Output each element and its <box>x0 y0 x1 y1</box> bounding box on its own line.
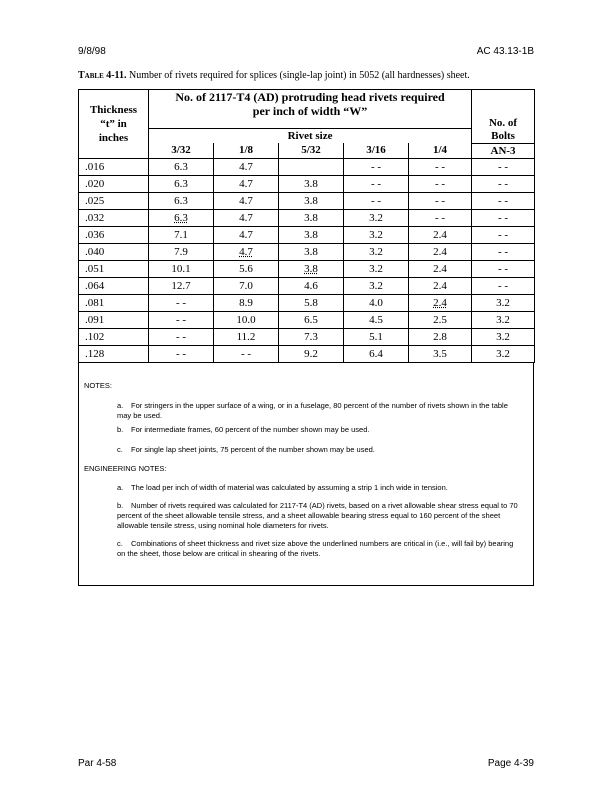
value-cell: - - <box>149 345 214 362</box>
value-cell <box>149 209 214 226</box>
footer-page-number: Page 4-39 <box>487 758 534 769</box>
size-header-3-32: 3/32 <box>149 143 214 158</box>
value-cell: 4.5 <box>344 311 409 328</box>
engineering-notes-heading: ENGINEERING NOTES: <box>84 463 167 473</box>
value-cell: 2.4 <box>409 243 472 260</box>
thickness-header-line-3: inches <box>98 131 129 144</box>
value-cell: - - <box>409 175 472 192</box>
value-cell: 3.2 <box>344 260 409 277</box>
underlined-value: 3.8 <box>304 262 318 275</box>
value-cell <box>214 243 279 260</box>
table-row <box>79 328 535 345</box>
thickness-cell: .128 <box>79 345 149 362</box>
rivet-size-header: Rivet size <box>149 129 472 144</box>
value-cell: 4.6 <box>279 277 344 294</box>
thickness-cell: .051 <box>79 260 149 277</box>
value-cell: 7.0 <box>214 277 279 294</box>
note-text: For stringers in the upper surface of a wing, or in a fuselage, 80 percent of the number of rivets shown in the table may be used. <box>117 400 508 420</box>
rivet-table-container <box>78 89 534 586</box>
note-c <box>117 445 519 455</box>
value-cell: 3.8 <box>279 226 344 243</box>
bolts-header <box>472 90 535 144</box>
value-cell: 3.2 <box>472 311 535 328</box>
note-label: b. <box>117 500 124 510</box>
value-cell: 3.2 <box>344 226 409 243</box>
value-cell: - - <box>472 226 535 243</box>
value-cell: 5.1 <box>344 328 409 345</box>
value-cell: 2.4 <box>409 226 472 243</box>
value-cell <box>409 294 472 311</box>
value-cell: 4.0 <box>344 294 409 311</box>
value-cell: 4.7 <box>214 192 279 209</box>
value-cell: 3.2 <box>472 345 535 362</box>
value-cell: - - <box>344 158 409 175</box>
value-cell: 10.1 <box>149 260 214 277</box>
value-cell: 3.2 <box>344 277 409 294</box>
value-cell: - - <box>344 175 409 192</box>
note-text: Number of rivets required was calculated for 2117-T4 (AD) rivets, based on a rivet allowable shear stress equal to 70 percent of the sheet allowable tensile stress, and a sheet allowable bearing stress equal to 160 percent of the sheet allowable tensile stress, using nominal hole diameters for rivets. <box>117 500 518 530</box>
table-row <box>79 345 535 362</box>
table-row <box>79 243 535 260</box>
value-cell: - - <box>472 209 535 226</box>
table-row <box>79 192 535 209</box>
value-cell: 6.3 <box>149 175 214 192</box>
footer-paragraph: Par 4-58 <box>78 758 117 769</box>
table-row <box>79 158 535 175</box>
rivets-required-header <box>149 90 472 129</box>
size-header-1-4: 1/4 <box>409 143 472 158</box>
bolt-type-header: AN-3 <box>472 143 535 158</box>
value-cell: - - <box>472 192 535 209</box>
thickness-cell: .025 <box>79 192 149 209</box>
value-cell: 4.7 <box>214 175 279 192</box>
eng-note-c <box>117 539 519 559</box>
note-text: For single lap sheet joints, 75 percent of the number shown may be used. <box>131 444 375 454</box>
value-cell: 7.3 <box>279 328 344 345</box>
value-cell: 6.3 <box>149 192 214 209</box>
value-cell: - - <box>409 158 472 175</box>
value-cell: - - <box>149 294 214 311</box>
value-cell <box>279 260 344 277</box>
header-date: 9/8/98 <box>78 46 106 57</box>
table-label: Table 4-11. <box>78 70 127 81</box>
rivets-header-line-1: No. of 2117-T4 (AD) protruding head rivets required <box>175 90 445 104</box>
underlined-value: 2.4 <box>433 296 447 309</box>
note-label: a. <box>117 400 124 410</box>
table-row <box>79 175 535 192</box>
value-cell: 8.9 <box>214 294 279 311</box>
table-row <box>79 294 535 311</box>
value-cell: 11.2 <box>214 328 279 345</box>
value-cell: - - <box>214 345 279 362</box>
note-text: Combinations of sheet thickness and rivet size above the underlined numbers are critical in (i.e., will fail by) bearing on the sheet, those below are critical in shearing of the rivets. <box>117 538 514 558</box>
value-cell: 3.8 <box>279 175 344 192</box>
underlined-value: 6.3 <box>174 211 188 224</box>
note-label: b. <box>117 424 124 434</box>
value-cell: 3.2 <box>472 328 535 345</box>
note-label: c. <box>117 444 123 454</box>
value-cell: - - <box>149 311 214 328</box>
value-cell: 6.3 <box>149 158 214 175</box>
thickness-header-line-1: Thickness <box>89 103 138 116</box>
value-cell: 2.5 <box>409 311 472 328</box>
value-cell: 7.9 <box>149 243 214 260</box>
table-row <box>79 277 535 294</box>
value-cell: 9.2 <box>279 345 344 362</box>
value-cell: - - <box>409 192 472 209</box>
bolts-header-line-2: Bolts <box>491 129 515 142</box>
value-cell: 2.4 <box>409 277 472 294</box>
thickness-cell: .016 <box>79 158 149 175</box>
value-cell: 3.8 <box>279 243 344 260</box>
value-cell: 7.1 <box>149 226 214 243</box>
value-cell: 3.8 <box>279 192 344 209</box>
note-text: For intermediate frames, 60 percent of the number shown may be used. <box>131 424 370 434</box>
thickness-cell: .040 <box>79 243 149 260</box>
thickness-cell: .064 <box>79 277 149 294</box>
value-cell: 3.5 <box>409 345 472 362</box>
table-row <box>79 311 535 328</box>
underlined-value: 4.7 <box>239 245 253 258</box>
thickness-cell: .032 <box>79 209 149 226</box>
value-cell: 5.6 <box>214 260 279 277</box>
value-cell: 2.8 <box>409 328 472 345</box>
value-cell: 5.8 <box>279 294 344 311</box>
eng-note-b <box>117 501 519 531</box>
value-cell: 4.7 <box>214 209 279 226</box>
eng-note-a <box>117 483 519 493</box>
thickness-cell: .036 <box>79 226 149 243</box>
thickness-cell: .091 <box>79 311 149 328</box>
value-cell: - - <box>472 277 535 294</box>
notes-box <box>78 363 534 586</box>
size-header-3-16: 3/16 <box>344 143 409 158</box>
bolts-header-line-1: No. of <box>488 116 518 129</box>
note-b <box>117 425 519 435</box>
value-cell: 3.2 <box>344 243 409 260</box>
table-row <box>79 226 535 243</box>
notes-heading: NOTES: <box>84 380 112 390</box>
thickness-cell: .102 <box>79 328 149 345</box>
value-cell: - - <box>344 192 409 209</box>
value-cell: 2.4 <box>409 260 472 277</box>
rivet-table <box>78 89 535 363</box>
thickness-header <box>79 90 149 159</box>
note-label: c. <box>117 538 123 548</box>
size-header-5-32: 5/32 <box>279 143 344 158</box>
value-cell <box>279 158 344 175</box>
value-cell: 3.2 <box>344 209 409 226</box>
note-text: The load per inch of width of material was calculated by assuming a strip 1 inch wide in tension. <box>131 482 448 492</box>
header-doc-id: AC 43.13-1B <box>476 46 534 57</box>
value-cell: 10.0 <box>214 311 279 328</box>
rivets-header-line-2: per inch of width “W” <box>252 104 368 118</box>
table-caption-text: Number of rivets required for splices (single-lap joint) in 5052 (all hardnesses) sheet. <box>129 70 470 81</box>
value-cell: - - <box>472 158 535 175</box>
thickness-cell: .081 <box>79 294 149 311</box>
value-cell: 12.7 <box>149 277 214 294</box>
value-cell: - - <box>149 328 214 345</box>
value-cell: - - <box>472 260 535 277</box>
table-row <box>79 260 535 277</box>
value-cell: - - <box>409 209 472 226</box>
table-caption <box>78 70 538 81</box>
value-cell: 3.8 <box>279 209 344 226</box>
size-header-1-8: 1/8 <box>214 143 279 158</box>
value-cell: - - <box>472 243 535 260</box>
table-row <box>79 209 535 226</box>
thickness-header-line-2: “t” in <box>100 117 127 130</box>
value-cell: 4.7 <box>214 226 279 243</box>
value-cell: 6.5 <box>279 311 344 328</box>
value-cell: 3.2 <box>472 294 535 311</box>
note-a <box>117 401 519 421</box>
note-label: a. <box>117 482 124 492</box>
value-cell: 4.7 <box>214 158 279 175</box>
thickness-cell: .020 <box>79 175 149 192</box>
value-cell: - - <box>472 175 535 192</box>
value-cell: 6.4 <box>344 345 409 362</box>
